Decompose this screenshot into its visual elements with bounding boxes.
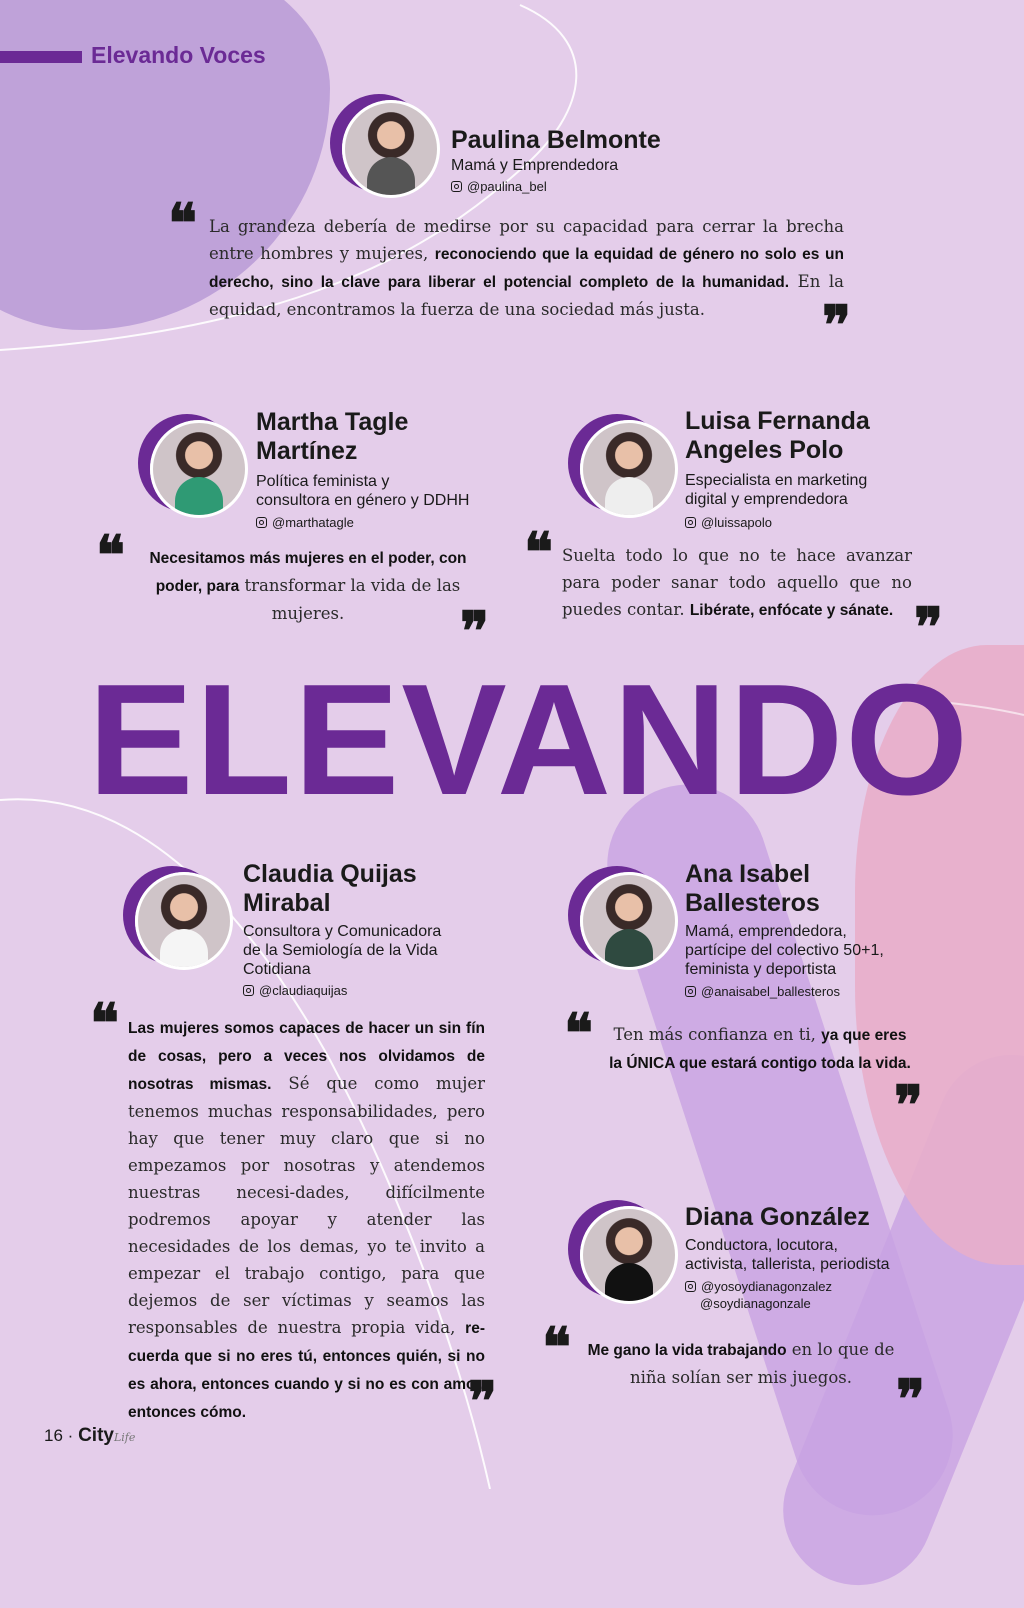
quote-emphasis: Libérate, enfócate y sánate. [689,602,894,619]
quote-martha [133,544,483,627]
quote-text: Ten más confianza en ti, [613,1025,822,1044]
instagram-handle-diana: @yosoydianagonzalez @soydianagonzale [685,1278,832,1312]
open-quote-icon: ❝ [96,523,126,587]
profile-name-martha: Martha Tagle Martínez [256,408,409,465]
open-quote-icon: ❝ [542,1315,572,1379]
headline-word: ELEVANDO [88,652,971,828]
quote-text: En la equidad, encontramos la fuerza de una sociedad más justa. [209,272,844,319]
brand-logo-suffix: Life [113,1431,136,1444]
instagram-icon [243,985,254,996]
quote-diana [586,1336,896,1391]
profile-name-claudia: Claudia Quijas Mirabal [243,860,417,917]
quote-luisa [562,542,912,624]
avatar-claudia [135,872,233,970]
instagram-handle-martha: @marthatagle [256,514,354,531]
close-quote-icon: ❞ [468,1369,498,1433]
profile-role-diana: Conductora, locutora, activista, tallerista, periodista [685,1237,890,1273]
profile-name-diana: Diana González [685,1203,870,1231]
quote-emphasis: Las mujeres somos capaces de hacer un sin fín de cosas, pero a veces nos olvidamos de nosotras mismas. [128,1020,485,1093]
profile-name-paulina: Paulina Belmonte [451,126,661,154]
quote-ana [606,1021,914,1077]
profile-role-ana: Mamá, emprendedora, partícipe del colectivo 50+1, feminista y deportista [685,923,884,978]
avatar-ana [580,872,678,970]
quote-text: Sé que como mujer tenemos muchas responsabilidades, pero hay que tener muy claro que si no empezamos por nosotras y atendemos nuestras necesi-dades, difícilmente podremos apoyar y atender las necesidades de los demas, yo te invito a empezar el trabajo contigo, para que dejemos de ser víctimas y seamos las responsables de nuestra propia vida, [128,1074,485,1337]
profile-role-claudia: Consultora y Comunicadora de la Semiología de la Vida Cotidiana [243,923,442,978]
close-quote-icon: ❞ [460,599,490,663]
open-quote-icon: ❝ [90,991,120,1055]
footer-separator: · [67,1426,74,1445]
profile-role-paulina: Mamá y Emprendedora [451,157,619,174]
quote-text: en lo que de niña solían ser mis juegos. [630,1340,895,1387]
profile-name-ana: Ana Isabel Ballesteros [685,860,820,917]
quote-paulina [209,213,844,323]
open-quote-icon: ❝ [168,191,198,255]
quote-text: La grandeza debería de medirse por su capacidad para cerrar la brecha entre hombres y mujeres, [209,217,844,263]
instagram-handle-claudia: @claudiaquijas [243,982,347,999]
open-quote-icon: ❝ [564,1001,594,1065]
instagram-icon [256,517,267,528]
quote-emphasis: Necesitamos más mujeres en el poder, con poder, para [149,550,467,595]
avatar-luisa [580,420,678,518]
profile-role-martha: Política feminista y consultora en género y DDHH [256,473,470,509]
instagram-icon [685,986,696,997]
page-footer [44,1425,135,1447]
instagram-handle-luisa: @luissapolo [685,514,772,531]
quote-emphasis: reconociendo que la equidad de género no solo es un derecho, sino la clave para liberar el potencial completo de la humanidad. [209,246,844,291]
quote-emphasis: Me gano la vida trabajando [587,1342,787,1359]
quote-text: Suelta todo lo que no te hace avanzar para poder sanar todo aquello que no puedes contar. [562,546,912,619]
close-quote-icon: ❞ [822,293,852,357]
avatar-martha [150,420,248,518]
quote-emphasis: ya que eres la ÚNICA que estará contigo toda la vida. [609,1027,911,1072]
profile-name-luisa: Luisa Fernanda Angeles Polo [685,407,870,464]
avatar-diana [580,1206,678,1304]
close-quote-icon: ❞ [896,1367,926,1431]
close-quote-icon: ❞ [914,595,944,659]
close-quote-icon: ❞ [894,1073,924,1137]
instagram-handle-ana: @anaisabel_ballesteros [685,983,840,1000]
avatar-paulina [342,100,440,198]
instagram-icon [451,181,462,192]
header-accent-bar [0,51,82,63]
quote-emphasis: re-cuerda que si no eres tú, entonces quién, si no es ahora, entonces cuando y si no es con amor, entonces cómo. [128,1320,485,1421]
page-number: 16 [44,1426,63,1445]
instagram-icon [685,1281,696,1292]
profile-role-luisa: Especialista en marketing digital y emprendedora [685,472,868,508]
instagram-icon [685,517,696,528]
instagram-handle-paulina: @paulina_bel [451,178,547,195]
brand-logo: City [78,1425,114,1446]
open-quote-icon: ❝ [524,520,554,584]
quote-text: transformar la vida de las mujeres. [239,576,461,623]
section-title: Elevando Voces [91,42,266,68]
quote-claudia [128,1014,485,1426]
